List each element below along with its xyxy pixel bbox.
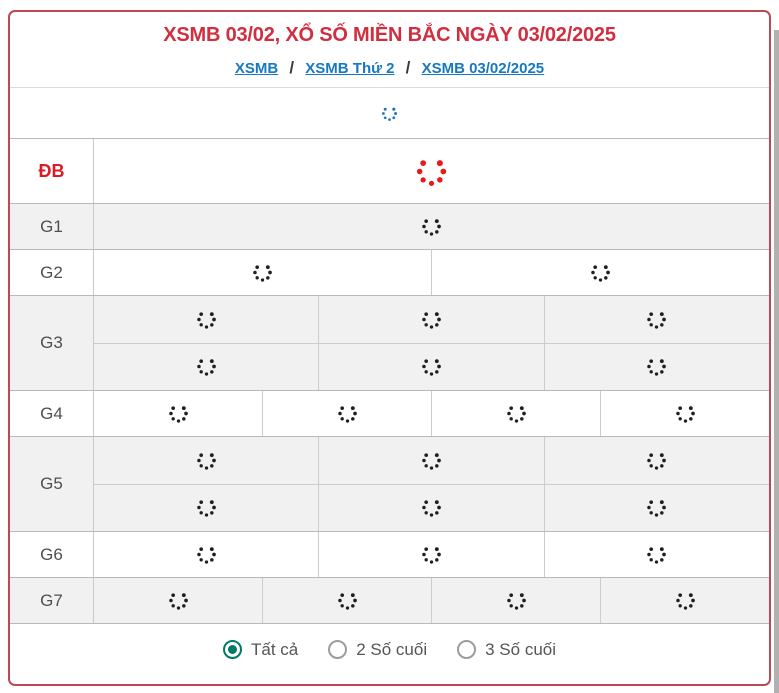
loading-spinner-icon <box>196 356 217 377</box>
radio-selected-icon <box>223 640 242 659</box>
radio-2-so-cuoi[interactable] <box>328 640 427 660</box>
loading-spinner-icon <box>196 497 217 518</box>
prize-cell <box>318 485 543 532</box>
radio-3-so-cuoi[interactable] <box>457 640 556 660</box>
row-label-g2: G2 <box>10 250 94 295</box>
prize-cell <box>544 296 769 343</box>
loading-spinner-icon <box>675 590 696 611</box>
prize-cell <box>544 532 769 577</box>
table-row-g6 <box>10 531 769 577</box>
loading-spinner-icon <box>196 450 217 471</box>
radio-label: 3 Số cuối <box>485 639 557 659</box>
display-filter <box>10 623 769 675</box>
prize-cell <box>431 578 600 623</box>
breadcrumb-separator: / <box>289 58 295 77</box>
loading-spinner-icon <box>590 262 611 283</box>
prize-cell <box>94 296 318 343</box>
loading-spinner-icon <box>421 497 442 518</box>
results-header <box>10 12 769 88</box>
breadcrumb <box>10 58 769 78</box>
loading-spinner-icon <box>381 105 398 122</box>
prize-cell <box>544 485 769 532</box>
prize-cell <box>262 578 431 623</box>
prize-cell <box>544 344 769 391</box>
radio-label: 2 Số cuối <box>356 639 428 659</box>
table-row-g5 <box>10 436 769 531</box>
prize-cell <box>94 391 262 436</box>
lottery-results-card <box>8 10 771 686</box>
radio-unselected-icon <box>328 640 347 659</box>
table-row-db <box>10 138 769 203</box>
row-label-g7: G7 <box>10 578 94 623</box>
loading-spinner-icon <box>252 262 273 283</box>
prize-cell <box>94 485 318 532</box>
radio-tat-ca[interactable] <box>223 640 298 660</box>
row-label-g6: G6 <box>10 532 94 577</box>
prize-cell <box>94 344 318 391</box>
breadcrumb-link-xsmb-date[interactable]: XSMB 03/02/2025 <box>421 60 545 77</box>
loading-spinner-icon <box>506 403 527 424</box>
table-row-g7 <box>10 577 769 623</box>
prize-cell <box>94 437 318 484</box>
loading-spinner-icon <box>646 356 667 377</box>
loading-spinner-icon <box>196 309 217 330</box>
prize-cell <box>600 391 769 436</box>
prize-cell <box>94 578 262 623</box>
loading-spinner-icon <box>506 590 527 611</box>
prize-cell <box>600 578 769 623</box>
prize-cell <box>544 437 769 484</box>
loading-spinner-icon <box>168 403 189 424</box>
loading-spinner-icon <box>196 544 217 565</box>
prize-cell <box>318 532 543 577</box>
loading-spinner-icon <box>168 590 189 611</box>
prize-cell <box>431 250 769 295</box>
radio-label: Tất cả <box>250 639 299 659</box>
prize-cell <box>94 532 318 577</box>
table-row-g4 <box>10 390 769 436</box>
results-table <box>10 138 769 623</box>
loading-spinner-icon <box>421 450 442 471</box>
prize-cell <box>262 391 431 436</box>
row-label-g5: G5 <box>10 437 94 531</box>
prize-cell <box>318 296 543 343</box>
page-loading-row <box>10 88 769 138</box>
breadcrumb-separator: / <box>405 58 411 77</box>
loading-spinner-icon <box>646 544 667 565</box>
loading-spinner-icon <box>421 309 442 330</box>
loading-spinner-icon <box>421 216 442 237</box>
loading-spinner-icon <box>421 544 442 565</box>
row-label-g1: G1 <box>10 204 94 249</box>
prize-cell <box>431 391 600 436</box>
radio-unselected-icon <box>457 640 476 659</box>
row-label-g3: G3 <box>10 296 94 390</box>
prize-cell <box>318 344 543 391</box>
breadcrumb-link-xsmb[interactable]: XSMB <box>234 60 279 77</box>
prize-cell <box>94 204 769 249</box>
loading-spinner-icon <box>646 450 667 471</box>
loading-spinner-icon <box>646 309 667 330</box>
breadcrumb-link-xsmb-thu-2[interactable]: XSMB Thứ 2 <box>305 60 395 77</box>
loading-spinner-icon <box>675 403 696 424</box>
loading-spinner-icon <box>421 356 442 377</box>
table-row-g3 <box>10 295 769 390</box>
window-edge <box>774 30 779 693</box>
row-label-g4: G4 <box>10 391 94 436</box>
table-row-g2 <box>10 249 769 295</box>
prize-cell <box>318 437 543 484</box>
prize-cell <box>94 139 769 203</box>
loading-spinner-icon <box>337 590 358 611</box>
table-row-g1 <box>10 203 769 249</box>
page-title: XSMB 03/02, XỔ SỐ MIỀN BẮC NGÀY 03/02/2025 <box>163 24 616 46</box>
row-label-db: ĐB <box>10 139 94 203</box>
loading-spinner-icon <box>415 155 448 188</box>
loading-spinner-icon <box>337 403 358 424</box>
loading-spinner-icon <box>646 497 667 518</box>
prize-cell <box>94 250 431 295</box>
